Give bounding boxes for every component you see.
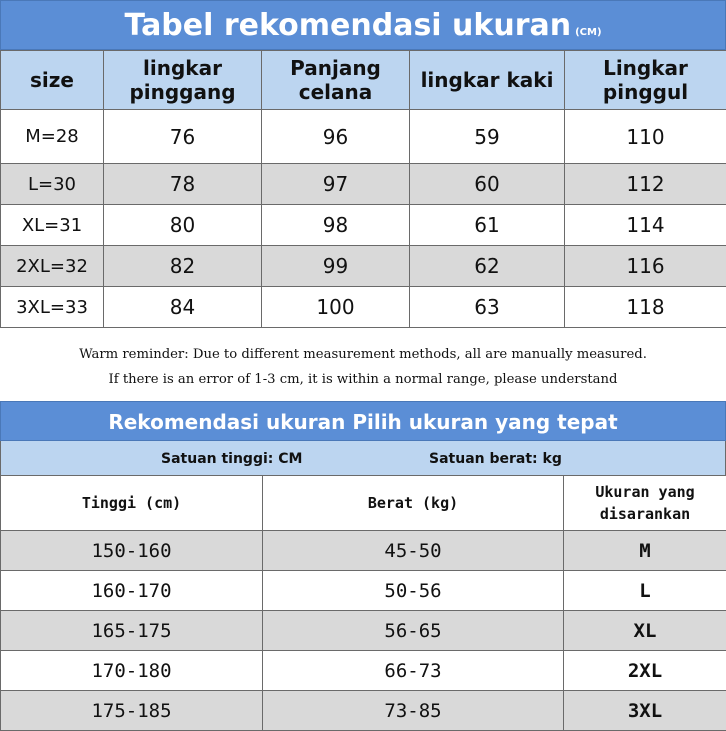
table-row	[1, 651, 726, 691]
header-length: Panjang celana	[262, 51, 410, 110]
header-size: size	[1, 51, 104, 110]
note-line-2: If there is an error of 1-3 cm, it is within a normal range, please understand	[0, 367, 726, 392]
weight-unit-label: Satuan berat: kg	[429, 451, 562, 467]
height-cell: 170-180	[1, 651, 263, 691]
hip-cell: 118	[565, 287, 726, 328]
waist-cell: 78	[104, 164, 262, 205]
length-cell: 98	[262, 205, 410, 246]
leg-cell: 59	[410, 110, 565, 164]
recommended-size-cell: M	[564, 531, 726, 571]
length-cell: 96	[262, 110, 410, 164]
table-row	[1, 531, 726, 571]
size-cell: M=28	[1, 110, 104, 164]
table-row	[1, 164, 726, 205]
header-weight: Berat (kg)	[263, 476, 564, 531]
height-cell: 150-160	[1, 531, 263, 571]
table-row	[1, 571, 726, 611]
table-row	[1, 611, 726, 651]
hip-cell: 114	[565, 205, 726, 246]
waist-cell: 82	[104, 246, 262, 287]
size-cell: XL=31	[1, 205, 104, 246]
recommended-size-cell: XL	[564, 611, 726, 651]
note-line-1: Warm reminder: Due to different measurement methods, all are manually measured.	[0, 342, 726, 367]
height-unit-label: Satuan tinggi: CM	[161, 451, 302, 467]
weight-cell: 66-73	[263, 651, 564, 691]
weight-cell: 73-85	[263, 691, 564, 731]
leg-cell: 63	[410, 287, 565, 328]
waist-cell: 80	[104, 205, 262, 246]
size-cell: 3XL=33	[1, 287, 104, 328]
size-table-header-row	[1, 51, 726, 110]
leg-cell: 60	[410, 164, 565, 205]
recommended-size-cell: 2XL	[564, 651, 726, 691]
recommendation-header-row	[1, 476, 726, 531]
table-row	[1, 287, 726, 328]
waist-cell: 76	[104, 110, 262, 164]
size-table-unit: (CM)	[575, 27, 601, 38]
table-row	[1, 691, 726, 731]
table-row	[1, 205, 726, 246]
height-cell: 160-170	[1, 571, 263, 611]
recommendation-table	[0, 475, 726, 731]
unit-row	[0, 441, 726, 475]
recommendation-table-title: Rekomendasi ukuran Pilih ukuran yang tepat	[0, 401, 726, 441]
table-row	[1, 246, 726, 287]
leg-cell: 61	[410, 205, 565, 246]
header-leg: lingkar kaki	[410, 51, 565, 110]
length-cell: 99	[262, 246, 410, 287]
table-row	[1, 110, 726, 164]
size-table	[0, 50, 726, 328]
warm-reminder-note	[0, 342, 726, 392]
hip-cell: 112	[565, 164, 726, 205]
header-recommended-size: Ukuran yang disarankan	[564, 476, 726, 531]
recommended-size-cell: L	[564, 571, 726, 611]
size-table-title	[0, 0, 726, 50]
length-cell: 100	[262, 287, 410, 328]
header-hip: Lingkar pinggul	[565, 51, 726, 110]
waist-cell: 84	[104, 287, 262, 328]
size-cell: 2XL=32	[1, 246, 104, 287]
size-table-title-text: Tabel rekomendasi ukuran	[124, 8, 571, 43]
leg-cell: 62	[410, 246, 565, 287]
hip-cell: 110	[565, 110, 726, 164]
hip-cell: 116	[565, 246, 726, 287]
weight-cell: 56-65	[263, 611, 564, 651]
height-cell: 165-175	[1, 611, 263, 651]
height-cell: 175-185	[1, 691, 263, 731]
size-cell: L=30	[1, 164, 104, 205]
header-waist: lingkar pinggang	[104, 51, 262, 110]
weight-cell: 45-50	[263, 531, 564, 571]
weight-cell: 50-56	[263, 571, 564, 611]
header-height: Tinggi (cm)	[1, 476, 263, 531]
length-cell: 97	[262, 164, 410, 205]
recommended-size-cell: 3XL	[564, 691, 726, 731]
